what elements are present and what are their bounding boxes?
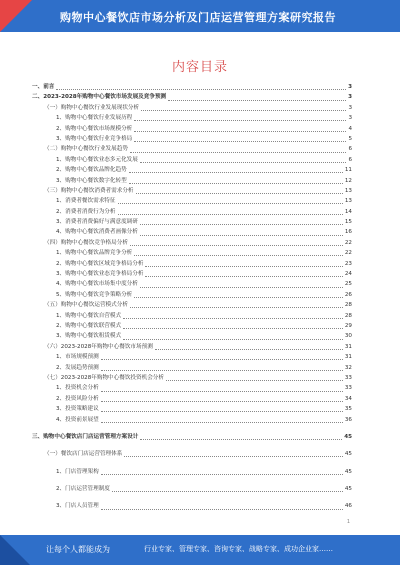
toc-entry[interactable] xyxy=(32,259,352,269)
toc-title: 内容目录 xyxy=(171,60,228,75)
toc-entry-label: （二）购物中心餐饮行业发展趋势 xyxy=(44,146,128,153)
toc-leader-dots xyxy=(112,490,343,492)
toc-entry[interactable] xyxy=(32,373,352,383)
toc-entry-page: 22 xyxy=(344,239,352,246)
toc-entry-page: 6 xyxy=(348,156,352,163)
toc-entry-label: （三）购物中心餐饮消费者需求分析 xyxy=(44,187,134,194)
toc-entry-page: 33 xyxy=(344,385,352,392)
toc-entry[interactable] xyxy=(32,217,352,227)
toc-entry[interactable] xyxy=(32,176,352,186)
toc-leader-dots xyxy=(101,369,343,371)
toc-leader-dots xyxy=(101,400,343,402)
toc-entry-page: 31 xyxy=(344,343,352,350)
toc-entry[interactable] xyxy=(32,404,352,414)
toc-entry-page: 14 xyxy=(344,208,352,215)
toc-entry-page: 29 xyxy=(344,322,352,329)
toc-leader-dots xyxy=(101,390,343,392)
toc-entry[interactable] xyxy=(32,311,352,321)
toc-entry-label: 1、门店管理架构 xyxy=(56,468,99,475)
toc-entry-page: 34 xyxy=(344,395,352,402)
toc-entry[interactable] xyxy=(32,467,352,477)
toc-entry-label: 2、投资风险分析 xyxy=(56,395,99,402)
toc-entry-label: 2、发展趋势预测 xyxy=(56,364,99,371)
toc-entry-label: 2、购物中心餐饮市场规模分析 xyxy=(56,125,133,132)
toc-entry-page: 28 xyxy=(344,312,352,319)
toc-entry-label: 1、市场规模预测 xyxy=(56,354,99,361)
toc-entry-label: 5、购物中心餐饮竞争策略分析 xyxy=(56,291,133,298)
toc-entry[interactable] xyxy=(32,394,352,404)
toc-leader-dots xyxy=(101,421,343,423)
toc-entry[interactable] xyxy=(32,92,352,102)
toc-leader-dots xyxy=(136,192,343,194)
toc-entry-label: （一）餐饮店门店运营管理体系 xyxy=(44,451,123,458)
toc-entry-page: 4 xyxy=(348,125,352,132)
toc-entry-label: 2、购物中心餐饮联营模式 xyxy=(56,322,122,329)
toc-entry-label: 3、购物中心餐饮行业竞争格局 xyxy=(56,135,133,142)
toc-entry[interactable] xyxy=(32,432,352,442)
toc-entry-label: 4、购物中心餐饮市场集中度分析 xyxy=(56,281,138,288)
toc-entry[interactable] xyxy=(32,363,352,373)
toc-entry-page: 13 xyxy=(344,198,352,205)
toc-entry-label: 3、购物中心餐饮租赁模式 xyxy=(56,333,122,340)
toc-leader-dots xyxy=(145,265,342,267)
toc-entry-label: 3、门店人员管理 xyxy=(56,503,99,510)
toc-entry-label: （一）购物中心餐饮行业发展现状分析 xyxy=(44,104,140,111)
toc-entry-label: 4、购物中心餐饮消费者画像分析 xyxy=(56,229,138,236)
toc-entry[interactable] xyxy=(32,331,352,341)
toc-leader-dots xyxy=(124,455,343,457)
toc-entry[interactable] xyxy=(32,501,352,511)
toc-entry-page: 45 xyxy=(344,451,352,458)
document-title: 购物中心餐饮店市场分析及门店运营管理方案研究报告 xyxy=(60,11,336,24)
toc-entry-label: 二、2023-2028年购物中心餐饮市场发展及竞争预测 xyxy=(32,94,167,101)
toc-entry-page: 3 xyxy=(348,115,352,122)
toc-leader-dots xyxy=(140,161,347,163)
toc-leader-dots xyxy=(141,109,346,111)
page-number: 1 xyxy=(346,519,350,525)
toc-entry-page: 11 xyxy=(344,167,352,174)
toc-entry[interactable] xyxy=(32,269,352,279)
toc-entry-label: 一、前言 xyxy=(32,84,55,90)
toc-leader-dots xyxy=(134,140,346,142)
toc-entry-label: 2、消费者消费行为分析 xyxy=(56,208,116,215)
toc-entry-label: 2、门店运营管理制度 xyxy=(56,486,110,493)
toc-entry[interactable] xyxy=(32,82,352,92)
toc-leader-dots xyxy=(140,286,343,288)
toc-entry[interactable] xyxy=(32,290,352,300)
toc-leader-dots xyxy=(123,317,343,319)
toc-leader-dots xyxy=(118,213,343,215)
toc-entry-label: 3、购物中心餐饮业态竞争格局分析 xyxy=(56,271,144,278)
toc-entry-page: 30 xyxy=(344,333,352,340)
toc-leader-dots xyxy=(130,244,343,246)
toc-entry-page: 36 xyxy=(344,416,352,423)
toc-entry-page: 15 xyxy=(344,219,352,226)
toc-entry-label: 1、购物中心餐饮品牌竞争分析 xyxy=(56,250,133,257)
toc-entry-label: 1、消费者餐饮需求特征 xyxy=(56,198,116,205)
toc-entry-page: 45 xyxy=(344,468,352,475)
toc-entry-label: 3、投资策略建议 xyxy=(56,406,99,413)
toc-entry-page: 26 xyxy=(344,291,352,298)
toc-entry[interactable] xyxy=(32,186,352,196)
toc-entry[interactable] xyxy=(32,165,352,175)
toc-entry-page: 35 xyxy=(344,406,352,413)
toc-entry[interactable] xyxy=(32,113,352,123)
toc-entry-label: 1、购物中心餐饮自营模式 xyxy=(56,312,122,319)
toc-entry[interactable] xyxy=(32,321,352,331)
toc-leader-dots xyxy=(140,438,342,440)
toc-entry-label: 2、购物中心餐饮区域竞争格局分析 xyxy=(56,260,144,267)
toc-entry-page: 6 xyxy=(348,146,352,153)
toc-entry[interactable] xyxy=(32,155,352,165)
toc-leader-dots xyxy=(101,508,343,510)
toc-entry[interactable] xyxy=(32,415,352,425)
toc-entry[interactable] xyxy=(32,484,352,494)
toc-entry-page: 22 xyxy=(344,250,352,257)
toc-entry[interactable] xyxy=(32,238,352,248)
toc-entry-label: （七）2023-2028年购物中心餐饮投资机会分析 xyxy=(44,374,164,381)
toc-leader-dots xyxy=(134,296,343,298)
toc-leader-dots xyxy=(129,182,343,184)
toc-entry-page: 28 xyxy=(344,302,352,309)
toc-entry-label: （四）购物中心餐饮竞争格局分析 xyxy=(44,239,128,246)
toc-entry-label: 2、购物中心餐饮品牌化趋势 xyxy=(56,167,127,174)
toc-entry-page: 45 xyxy=(344,433,352,440)
toc-entry-page: 3 xyxy=(348,104,352,111)
toc-entry-page: 32 xyxy=(344,364,352,371)
toc-entry[interactable] xyxy=(32,300,352,310)
toc-leader-dots xyxy=(101,473,343,475)
footer-accent-triangle xyxy=(0,535,30,565)
footer-slogan: 让每个人都能成为 xyxy=(46,545,110,554)
header-bar xyxy=(0,0,400,32)
toc-entry-page: 46 xyxy=(344,503,352,510)
toc-entry-page: 31 xyxy=(344,354,352,361)
toc-leader-dots xyxy=(155,348,343,350)
toc-entry[interactable] xyxy=(32,248,352,258)
toc-leader-dots xyxy=(130,151,347,153)
toc-leader-dots xyxy=(56,88,346,90)
toc-leader-dots xyxy=(140,234,343,236)
toc-entry-label: 1、投资机会分析 xyxy=(56,385,99,392)
header-accent-triangle xyxy=(0,0,32,32)
table-of-contents xyxy=(32,82,352,512)
toc-entry[interactable] xyxy=(32,134,352,144)
toc-entry[interactable] xyxy=(32,383,352,393)
toc-entry[interactable] xyxy=(32,124,352,134)
toc-entry-label: 3、购物中心餐饮数字化转型 xyxy=(56,177,127,184)
toc-leader-dots xyxy=(123,338,343,340)
toc-entry-label: （六）2023-2028年购物中心餐饮市场预测 xyxy=(44,343,153,350)
toc-entry[interactable] xyxy=(32,144,352,154)
footer-roles: 行业专家、管理专家、咨询专家、战略专家、成功企业家…… xyxy=(144,545,333,553)
toc-leader-dots xyxy=(134,130,346,132)
toc-entry[interactable] xyxy=(32,227,352,237)
toc-leader-dots xyxy=(130,306,343,308)
toc-entry-label: 3、消费者消费偏好与满意度调研 xyxy=(56,219,138,226)
toc-entry-page: 3 xyxy=(348,94,352,101)
toc-leader-dots xyxy=(101,358,343,360)
toc-leader-dots xyxy=(129,171,343,173)
toc-entry[interactable] xyxy=(32,196,352,206)
toc-entry-page: 16 xyxy=(344,229,352,236)
toc-entry[interactable] xyxy=(32,279,352,289)
toc-leader-dots xyxy=(166,379,343,381)
toc-entry[interactable] xyxy=(32,342,352,352)
toc-entry-label: 三、购物中心餐饮店门店运营管理方案设计 xyxy=(32,433,139,440)
toc-entry-page: 23 xyxy=(344,260,352,267)
toc-entry[interactable] xyxy=(32,207,352,217)
toc-entry-label: 4、投资前景展望 xyxy=(56,416,99,423)
toc-leader-dots xyxy=(101,410,343,412)
toc-leader-dots xyxy=(134,254,343,256)
toc-entry-page: 24 xyxy=(344,271,352,278)
toc-leader-dots xyxy=(134,119,346,121)
toc-entry-page: 12 xyxy=(344,177,352,184)
toc-leader-dots xyxy=(118,202,343,204)
toc-leader-dots xyxy=(168,99,346,101)
toc-entry[interactable] xyxy=(32,449,352,459)
toc-leader-dots xyxy=(140,223,343,225)
toc-entry-page: 5 xyxy=(348,135,352,142)
toc-leader-dots xyxy=(123,327,343,329)
toc-entry-page: 25 xyxy=(344,281,352,288)
toc-entry-label: 1、购物中心餐饮行业发展历程 xyxy=(56,115,133,122)
toc-entry-page: 33 xyxy=(344,374,352,381)
toc-entry-page: 13 xyxy=(344,187,352,194)
toc-leader-dots xyxy=(145,275,342,277)
toc-entry-label: 1、购物中心餐饮业态多元化发展 xyxy=(56,156,138,163)
footer-bar xyxy=(0,535,400,565)
toc-entry[interactable] xyxy=(32,103,352,113)
toc-entry-page: 45 xyxy=(344,486,352,493)
toc-entry-label: （五）购物中心餐饮运营模式分析 xyxy=(44,302,128,309)
toc-entry-page: 3 xyxy=(348,84,352,90)
toc-entry[interactable] xyxy=(32,352,352,362)
